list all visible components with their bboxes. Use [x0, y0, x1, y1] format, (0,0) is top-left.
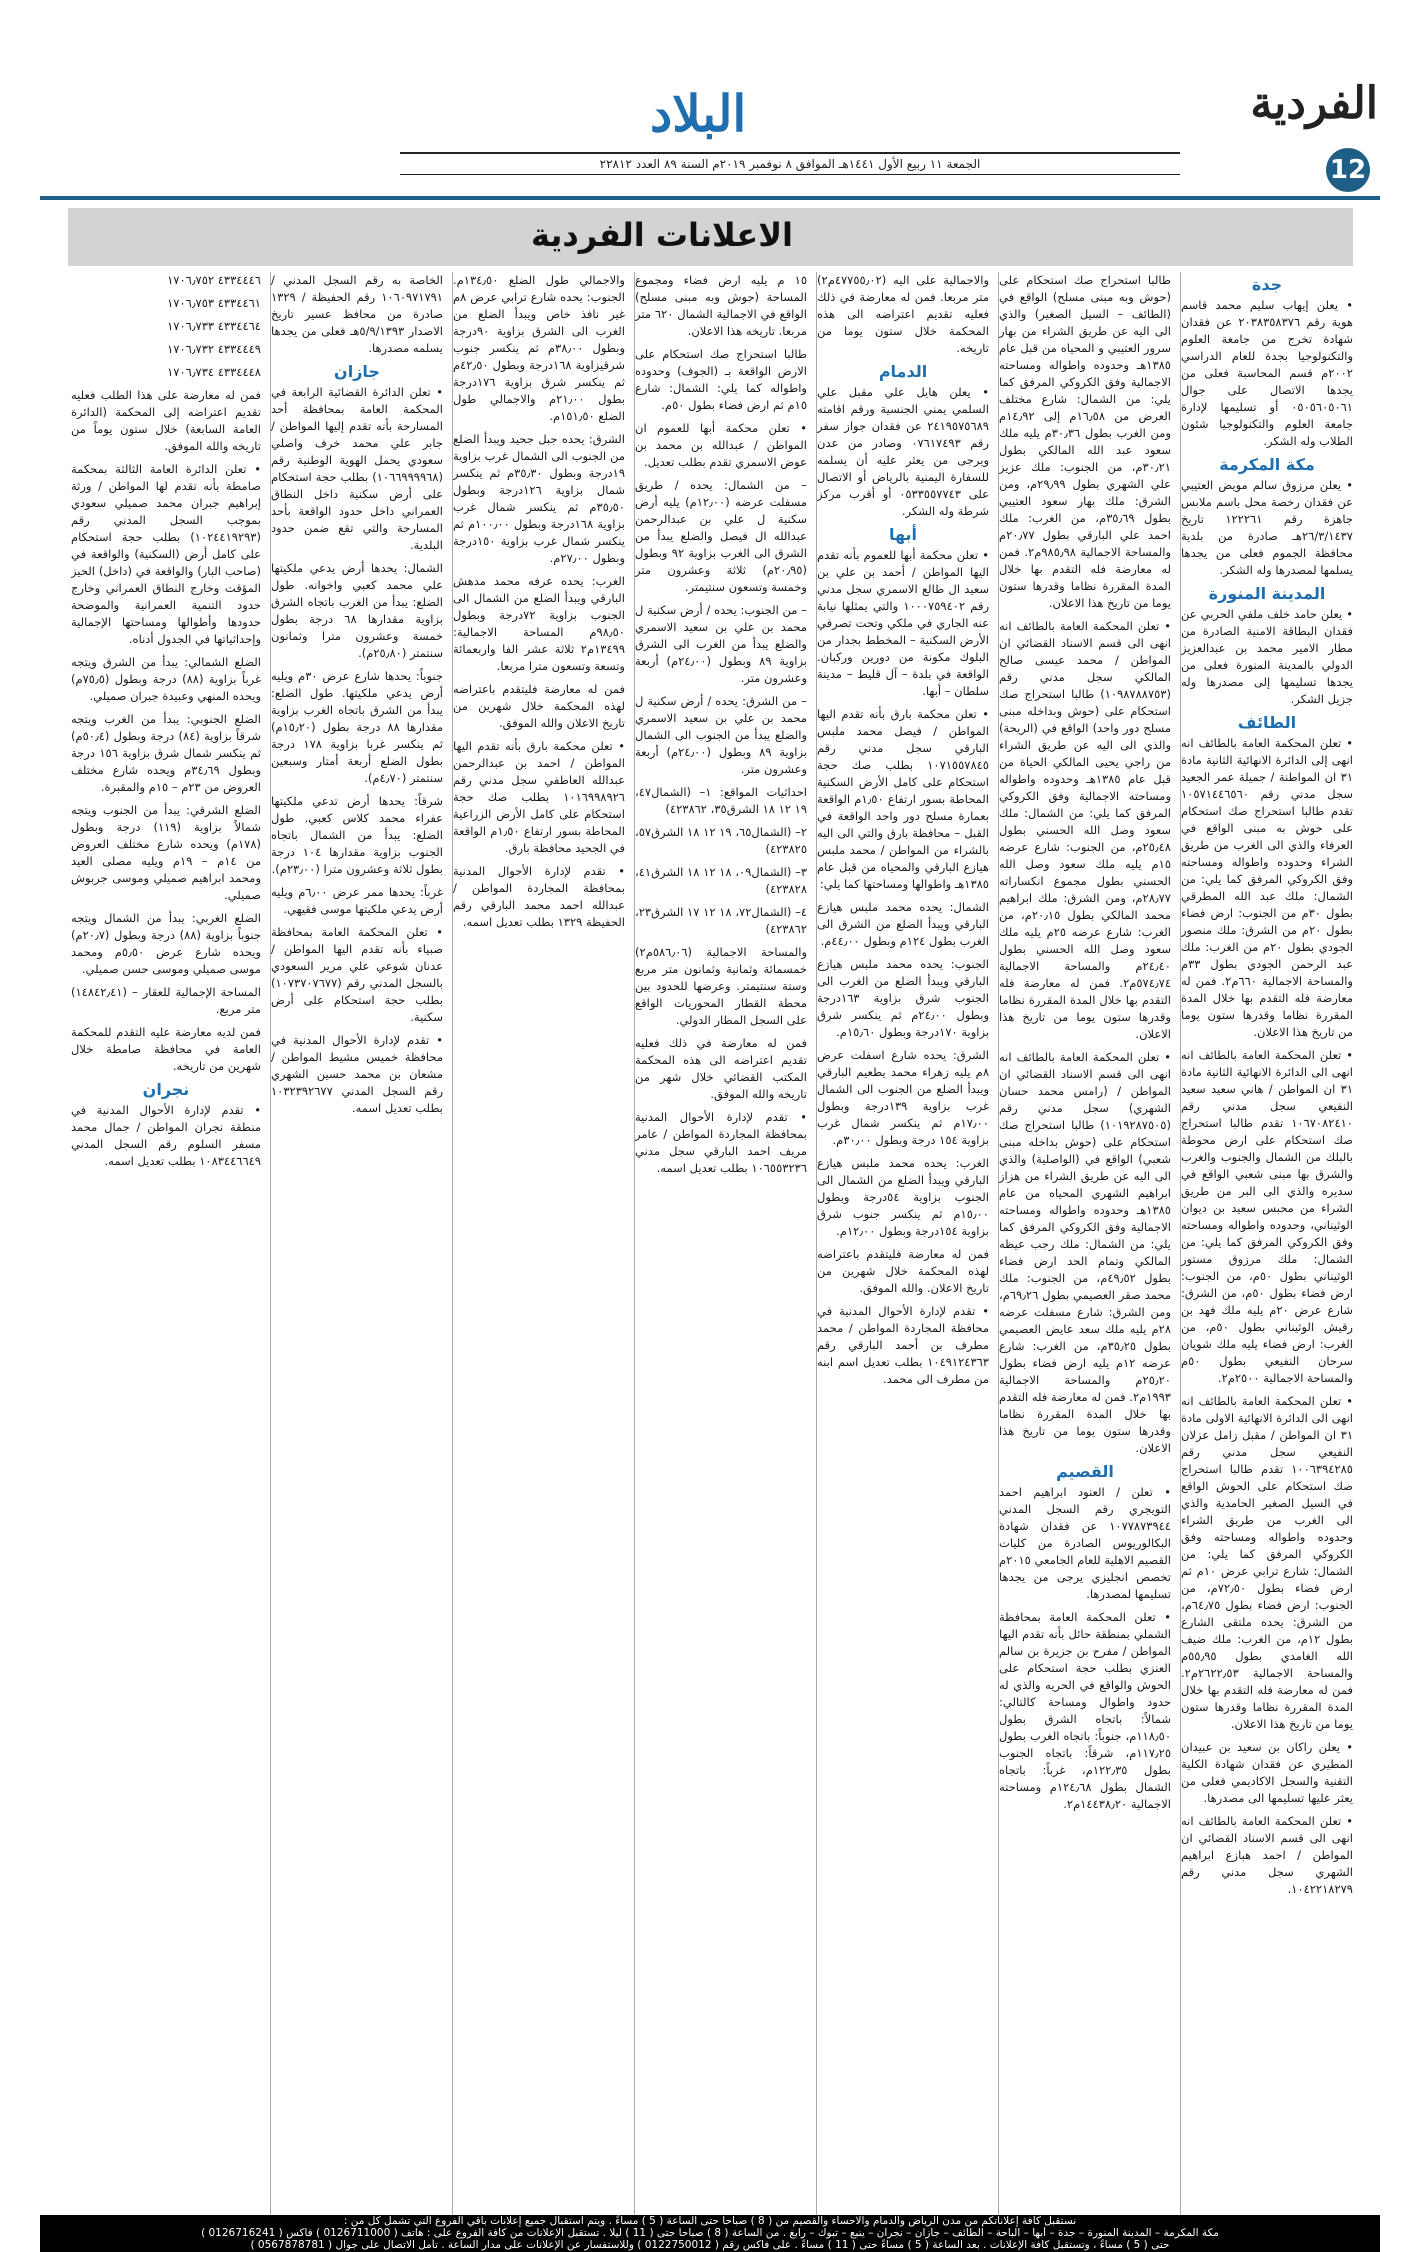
ad-text: طالبا استحراج صك استحكام على (حوش وبه مبنى مسلح) الواقع في (الطائف – السيل الصغير) والذي الى اليه عن طريق الشراء من بهار سرور العتيبي و المحياه من قبل عام ١٣٨٥هـ وحدوده واطواله ومساحته الاجمالية وفق الكروكي المرفق كما يلي: من الشمال: شارع مختلف العرض من ١٦٫٥٨م إلى ١٤٫٩٢م ومن الغرب بطول ٣٠٫٣٦م يليه ملك سعود عبد الله المالكي بطول ٣٠٫٢١م، من الجنوب: ملك عزيز علي الشهري بطول ٢٩٫٩٩م، ومن الشرق: ملك بهار سعود العتيبي بطول ٣٥٫٦٩م، من الغرب: ملك احمد علي البارقي بطول ٢٠٫٧٧م والمساحة الاجمالية ٩٨٥٫٩٨م٢. فمن له معارضة فله التقدم بها خلال المدة المقررة نظاما وقدرها ستون يوما من تاريخ هذا الاعلان. — [999, 273, 1171, 610]
ad-text: والمساحة الاجمالية (٥٨٦٫٠٦م٢) خمسمائة وثمانية وثمانون متر مربع وستة سنتيمتر. وعرضها للحدود بين محطة القطار المحوريات الواقع على السجل المطار الدولي. — [635, 945, 807, 1027]
ad-text: • تعلن محكمة أبها للعموم بأنه تقدم اليها المواطن / أحمد بن علي بن سعيد ال طالع الاسمري سجل مدني رقم ١٠٠٠٧٥٩٤٠٢ والتي يمثلها نيابة عنه الجاري في ملكي وتحت تصرفي الأرض السكنية – المخطط بجدار من البلوك مكونة من دورين وركبان. الواقعة في بلدة – آل قليط – مدينة سلطان – أبها. — [817, 548, 989, 698]
ad-text: • تعلن الدائرة العامة الثالثة بمحكمة صامطة بأنه تقدم لها المواطن / ورثة إبراهيم جبران محمد صميلي سعودي بموجب السجل المدني رقم (١٠٢٤٤١٩٢٩٣) بطلب حجة استحكام على كامل أرض (السكنية) والواقعة في (صاحب البار) والواقعة في (داخل) الحيز المؤقت وخارج النطاق العمراني وخارج حدود التنمية العمرانية والموضحة حدودها وأطوالها ومساحتها الإجمالية وإحداثياتها في الجدول أدناه. — [71, 462, 261, 646]
ad-text: فمن لديه معارضة عليه التقدم للمحكمة العامة في محافظة صامطة خلال شهرين من تاريخه. — [71, 1025, 261, 1073]
ad-text: – من الشرق: يحده / أرض سكنية ل محمد بن علي بن سعيد الاسمري والضلع يبدأ من الجنوب الى الشمال بزاوية ٨٩ وبطول (٢٤٫٠٠م) أربعة وعشرون متر. — [635, 694, 807, 776]
ad-text: المساحة الإجمالية للعقار – (١٤٨٤٢٫٤١) متر مربع. — [71, 985, 261, 1016]
ad-text: الضلع الجنوبي: يبدأ من الغرب ويتجه شرقاً بزاوية (٨٤) درجة وبطول (٥٠٫٤م) ثم ينكسر شمال شرق بزاوية ١٥٦ درجة وبطول ٣٤٫٦٩م ويحده شارع مختلف العروض من ٢٣م – ١٥م والمقبرة. — [71, 712, 261, 794]
ad-text: الجنوب: يحده محمد ملبس هيازع البارقي ويبدأ الضلع من الغرب الى الجنوب شرق بزاوية ١٦٣درجة وبطول ٢٤٫٠٠م ثم ينكسر شرق بزاوية ١٧٠درجة وبطول ١٥٫٦٠م. — [817, 957, 989, 1039]
region-heading: جدة — [1251, 275, 1283, 294]
footer-line: نستقبل كافة إعلاناتكم من مدن الرياض والدمام والاحساء والقصيم من ( 8 ) صباحا حتى الساعة ( 5 ) مساءً . ويتم استقبال جميع إعلانات باقي الفروع التي تشمل كل من : — [343, 2215, 1077, 2227]
footer-line: حتى ( 5 ) مساءً ، وتستقبل كافة الإعلانات . بعد الساعة ( 5 ) مساءً حتى ( 11 ) مساءً . على فاكس رقم ( 0122750012 ) وللاستفسار عن الإعلانات على مدار الساعة . تأمل الاتصال على جوال ( 0567878781 ) — [250, 2239, 1170, 2251]
section-banner — [68, 208, 1353, 266]
ad-text: • تعلن محكمة بارق بأنه تقدم اليها المواطن / احمد بن عبدالرحمن عبدالله العاطفي سجل مدني رقم ١٠١٦٩٩٨٩٢٦ بطلب صك حجة استحكام على كامل الأرض الزراعية المحاطة بسور ارتفاع ١٫٥٠م الواقعة في الجحيد محافظة بارق. — [453, 739, 625, 855]
ad-column — [452, 272, 625, 2220]
ad-text: • يعلن مرزوق سالم مويض العتيبي عن فقدان رخصة محل باسم ملابس جاهزة رقم ١٢٢٢٦١ تاريخ ٢٦/٣/١٤٣٧هـ صادرة من بلدية محافظة الجموم فعلى من يجدها يسلمها لمصدرها وله الشكر. — [1181, 478, 1353, 577]
ad-text: • تعلن المحكمة العامة بالطائف انه انهى الى قسم الاسناد القضائي ان المواطن / احمد هبازع ابراهيم الشهري سجل مدني رقم ١٠٤٢٢١٨٢٧٩. — [1181, 1814, 1353, 1896]
newspaper-logo: البلاد — [650, 84, 747, 143]
region-heading: أبها — [888, 525, 918, 544]
region-heading: الدمام — [878, 362, 928, 381]
ad-text: الخاصة به رقم السجل المدني / ١٠٦٠٩٧١٧٩١ رقم الحفيظة / ١٣٢٩ صادرة من محافظ عسير تاريخ الاصدار ٥/٩/١٣٩٣هـ فعلى من يجدها يسلمه مصدرها. — [271, 273, 443, 355]
ad-text: طالبا استحراج صك استحكام على الارض الواقعة بـ (الجوف) وحدوده واطواله كما يلي: الشمال: شارع ١٥م ثم ارض فضاء بطول ٥٠م. — [635, 347, 807, 412]
banner-title: الاعلانات الفردية — [530, 216, 793, 254]
ad-text: الشمال: يحده محمد ملبس هيازع البارقي ويبدأ الضلع من الشرق الى الغرب بطول ١٢٤م وبطول ٤٤٫٠٠م. — [817, 900, 989, 948]
ad-text: فمن له معارضة في ذلك فعليه تقديم اعتراضه الى هذه المحكمة المكتب القضائي خلال شهر من تاريخه والله الموفق. — [635, 1036, 807, 1101]
ad-text: الضلع الشمالي: يبدأ من الشرق ويتجه غرباً بزاوية (٨٨) درجة وبطول (٧٥٫٥م) ويحده المنهي وعبيدة جبران صميلي. — [71, 655, 261, 703]
ad-text: • تعلن محكمة أبها للعموم ان المواطن / عبدالله بن محمد بن عوض الاسمري تقدم بطلب تعديل. — [635, 421, 807, 469]
ad-text: شرقاً: يحدها أرض تدعي ملكيتها عفراء محمد كلاس كعبي. طول الضلع: يبدأ من الشمال باتجاه الجنوب بزاوية مقدارها ١٠٤ درجة بطول ثلاثة وعشرون مترا (٢٣٫٠٠م). — [271, 794, 443, 876]
ad-text: ٤٣٣٤٤٦١ ١٧٠٦٫٧٥٣ — [167, 296, 261, 310]
ad-column — [270, 272, 443, 2220]
ad-text: ٢– (الشمال٦٥، ١٩ ١٢ ١٨ الشرق٥٧، ٤٢٣٨٢٥) — [635, 825, 807, 856]
ad-text: • تعلن المحكمة العامة بالطائف انه انهى الى قسم الاسناد القضائي ان المواطن / محمد عيسى صالح المالكي سجل مدني رقم (١٠٩٨٧٨٨٧٥٣) طالبا استحراج صك استحكام على (حوش وبداخله مبنى مسلح دور واحد) الواقع في (الريحة) والذي الى اليه عن طريق الشراء من راجي يحيى المالكي الحياة من قبل عام ١٣٨٥هـ وحدوده واطواله ومساحته الاجمالية وفق الكروكي المرفق كما يلي: من الشمال: ملك سعود وصل الله الحسني بطول ٢٥٫٤٨م، من الجنوب: شارع عرضه ١٥م يليه ملك سعود وصل الله الحسني بطول مجموع انكساراته ٢٨٫٧٧م، ومن الشرق: ملك ابراهيم محمد المالكي بطول ٢٠٫١٥م، من الغرب: شارع عرضه ٢٥م يليه ملك سعود وصل الله الحسني بطول ٢٤٫٤٠م والمساحة الاجمالية ٥٧٤٫٧٤م٢. فمن له معارضة فله التقدم بها خلال المدة المقررة نظاما وقدرها ستون يوما من تاريخ هذا الاعلان. — [999, 619, 1171, 1041]
region-heading: نجران — [142, 1080, 190, 1099]
section-title: الفردية — [1250, 78, 1378, 129]
ad-text: ٣– (الشمال٠٩، ١٨ ١٢ ١٨ الشرق٤١، ٤٢٣٨٢٨) — [635, 865, 807, 896]
ad-text: • تعلن المحكمة العامة بالطائف انه انهى إلى الدائرة الانهائية الثانية مادة ٣١ ان المواطنة / جميلة عمر الجعيد سجل مدني رقم ١٠٥٧١٤٤٦٥٦٠ تقدم طالبا استحراج صك استحكام على حوش به مبنى الواقع في العرفاء والذي الى الغرب من طريق الشراء وحدوده واطواله ومساحته وفق الكروكي المرفق كما يلي: من الشمال: ملك عبد الله المطرقي بطول ٣٠م من الجنوب: ارض فضاء بطول ٢٠م من الشرق: ملك منصور الجودي بطول ٢٠م من الغرب: ملك عبد الرحمن الجودي بطول ٣٣م والمساحة الاجمالية ٦٦٠م٢. فمن له معارضة فله التقدم بها خلال المدة المقررة نظاما وقدرها ستون يوما من تاريخ هذا الاعلان. — [1181, 736, 1353, 1039]
ad-text: والاجمالي طول الضلع ١٣٤٫٥٠م. الجنوب: يحده شارع ترابي عرض ٨م غير نافذ خاص ويبدأ الضلع من الغرب الى الشرق بزاوية ٩٠درجة وبطول ٣٨٫٠٠م ثم ينكسر جنوب شرقيزاوية ١٦٨درجة وبطول ٤٢٫٥٠م ثم ينكسر شرق بزاوية ١٧٦درجة بطول ٢١٫٠٠م والاجمالي طول الضلع ١٥١٫٥٠م. — [453, 273, 625, 423]
ad-text: • تعلن المحكمة العامة بالطائف انه انهى الى الدائرة الانهائية الثانية مادة ٣١ ان المواطن / هاني سعيد سعيد النفيعي سجل مدني رقم ١٠٦٧٠٨٢٤١٠ تقدم طالبا استحراج صك استحكام على ارض محوطة بالبلك من الشمال والجنوب والغرب والشرق بها مبنى شعبي الواقع في سديره والذي الى البر من طريق الشراء من محبس سعيد بن ديوان الوثيناني، وحدوده واطواله ومساحته وفق الكروكي المرفق كما يلي: من الشمال: ملك مرزوق مستور الوثيناني بطول ٥٠م، من الجنوب: ارض فضاء بطول ٥٠م، من الشرق: شارع عرض ٢٠م يليه ملك فهد بن رقيش الوثيناني بطول ٥٠م، من الغرب: ارض فضاء يليه ملك شويان سرحان النفيعي بطول ٥٠م والمساحة الاجمالية ٢٥٠٠م٢. — [1181, 1048, 1353, 1385]
region-heading: المدينة المنورة — [1208, 584, 1326, 603]
ad-text: • تقدم لإدارة الأحوال المدنية في منطقة نجران المواطن / جمال محمد مسفر السلوم رقم السجل المدني ١٠٨٣٤٤٦٦٤٩ بطلب تعديل اسمه. — [71, 1103, 261, 1168]
ad-text: ٤٣٣٤٤٤٨ ١٧٠٦٫٧٣٤ — [167, 365, 261, 379]
ad-text: • تعلن الدائرة القضائية الرابعة في المحكمة العامة بمحافظة أحد المسارحة بأنه تقدم إليها المواطن / جابر علي محمد خرف واصلي سعودي يحمل الهوية الوطنية رقم (١٠٦٦٩٩٩٩٦٨) بطلب حجة استحكام على أرض سكنية داخل النطاق العمراني داخل حدود الواقعة بأحد المسارحة والتي تقع ضمن حدود البلدية. — [271, 385, 443, 552]
ad-text: الضلع الشرقي: يبدأ من الجنوب ويتجه شمالاً بزاوية (١١٩) درجة وبطول (١٧٨م) ويحده شارع مختلف العروض من ١٤م – ١٩م ويليه مصلى العيد ومحمد ابراهيم صميلي وموسى جربوش صميلي. — [71, 803, 261, 902]
footer-line: مكة المكرمة – المدينة المنورة – جدة – أبها – الباحة – الطائف – جازان – نجران – ينبع – تبوك – رابغ . من الساعة ( 8 ) صباحا حتى ( 11 ) ليلا . تستقبل الإعلانات من كافة الفروع على : هاتف ( 0126711000 ) فاكس ( 0126716241 ) — [201, 2227, 1219, 2239]
header-rule — [40, 196, 1380, 200]
ad-column — [1180, 272, 1353, 2220]
ads-content — [68, 272, 1353, 2220]
ad-text: فمن له معارضة فليتقدم باعتراضه لهذه المحكمة خلال شهرين من تاريخ الاعلان. والله الموفق. — [817, 1247, 989, 1295]
date-line: الجمعة ١١ ربيع الأول ١٤٤١هـ الموافق ٨ نوفمبر ٢٠١٩م السنة ٨٩ العدد ٢٢٨١٢ — [400, 152, 1180, 175]
region-heading: جازان — [334, 362, 380, 381]
ad-text: • تقدم لإدارة الأحوال المدنية في محافظة خميس مشيط المواطن / مشعان بن محمد حسين الشهري رقم السجل المدني ١٠٣٢٣٩٢٦٧٧ بطلب تعديل اسمه. — [271, 1033, 443, 1115]
ad-text: الشرق: يحده جبل جحيد ويبدأ الضلع من الجنوب الى الشمال غرب بزاوية ١٩درجة وبطول ٣٥٫٣٠م ثم ينكسر شمال بزاوية ١٢٦درجة وبطول ٣٥٫٥٠م ثم ينكسر شمال غرب بزاوية ١٦٨درجة وبطول ١٠٠٫٠٠م ثم ينكسر شمال غرب بزاوية ١٥٠درجة وبطول ٢٧٫٠٠م. — [453, 432, 625, 565]
ad-text: فمن له معارضة على هذا الطلب فعليه تقديم اعتراضه إلى المحكمة (الدائرة العامة السابعة) خلال ستون يوماً من تاريخه والله الموفق. — [71, 388, 261, 453]
ad-text: • يعلن إيهاب سليم محمد قاسم هوية رقم ٢٠٣٨٣٥٨٣٧٦ عن فقدان شهادة تخرج من جامعة العلوم والتكنولوجيا بجدة للعام الدراسي ٢٠٠٢م قسم المحاسبة فعلى من يجدها الاتصال على جوال ٠٥٠٥٦٠٥٠٦١ أو تسليمها لإدارة جامعة العلوم والتكنولوجيا شئون الطلاب وله الشكر. — [1181, 298, 1353, 448]
ad-text: احداثيات المواقع: ١– (الشمال٤٧، ١٩ ١٢ ١٨ الشرق٣٥، ٤٢٣٨٦٢) — [635, 785, 807, 816]
ad-text: • تقدم لإدارة الأحوال المدنية بمحافظة المجاردة المواطن / عامر مريف احمد البارقي سجل مدني ١٠٦٥٥٣٢٣٦ بطلب تعديل اسمه. — [635, 1110, 807, 1175]
ad-text: الضلع الغربي: يبدأ من الشمال ويتجه جنوباً بزاوية (٨٨) درجة وبطول (٢٠٫٧م) ويحده شارع عرض ٥٫٥٠م ومحمد موسى صميلي وموسى حسن صميلي. — [71, 911, 261, 976]
ad-text: غرباً: يحدها ممر عرض ٦٫٠٠م ويليه أرض يدعي ملكيتها موسى فقيهي. — [271, 885, 443, 916]
ad-text: • تقدم لإدارة الأحوال المدنية بمحافظة المجاردة المواطن / عبدالله احمد محمد البارقي رقم الحفيظة ١٣٢٩ بطلب تعديل اسمه. — [453, 864, 625, 929]
ad-column — [634, 272, 807, 2220]
ad-text: • تعلن المحكمة العامة بمحافظة صبياء بأنه تقدم اليها المواطن / عدنان شوعي علي مرير السعودي بالسجل المدني رقم (١٠٧٣٧٠٧٦٧٧) بطلب حجة استحكام على أرض سكنية. — [271, 925, 443, 1024]
ad-text: جنوباً: يحدها شارع عرض ٣٠م ويليه أرض يدعي ملكيتها. طول الضلع: يبدأ من الشرق باتجاه الغرب بزاوية مقدارها ٨٨ درجة بطول (١٥٫٢٠م) ثم ينكسر غربا بزاوية ١٧٨ درجة بطول الضلع أربعة أمتار وسبعين سنتمتر (٤٫٧٠م). — [271, 669, 443, 785]
ad-column — [816, 272, 989, 2220]
ad-text: ١٥ م يليه ارض فضاء ومجموع المساحة (حوش وبه مبنى مسلح) الواقع في الاجمالية الشمال ٦٢٠ متر مربعا. تاريخه هذا الاعلان. — [635, 273, 807, 338]
ad-text: الشمال: يحدها أرض يدعي ملكيتها علي محمد كعبي واخوانه. طول الضلع: يبدأ من الغرب باتجاه الشرق بزاوية مقدارها ٦٨ درجة بطول خمسة وعشرون مترا وثمانون سنتمتر (٢٥٫٨٠م). — [271, 561, 443, 660]
ad-text: • يعلن هايل علي مقبل علي السلمي يمني الجنسية ورقم اقامته ٢٤١٩٥٧٥٦٨٩ عن فقدان جواز سفر رقم ٠٧٦١٧٤٩٣ وصادر من عدن ويرجى من يعثر عليه أن يسلمه للسفارة اليمنية بالرياض أو الاتصال على ٠٥٣٣٥٥٧٧٤٣ أو أقرب مركز شرطة وله الشكر. — [817, 385, 989, 518]
ad-column — [998, 272, 1171, 2220]
ad-text: الشرق: يحده شارع اسفلت عرض ٨م يليه زهراء محمد يطعيم البارقي ويبدأ الضلع من الجنوب الى الشمال غرب بزاوية ١٣٩درجة وبطول ١٧٫٠٠م ثم ينكسر شمال غرب بزاوية ١٥٤ درجة وبطول ٣٠٫٠٠م. — [817, 1048, 989, 1147]
ad-text: • تعلن / العنود ابراهيم احمد التويجري رقم السجل المدني ١٠٧٧٨٧٣٩٤٤ عن فقدان شهادة البكالوريوس الصادرة من كليات القصيم الاهلية للعام الجامعي ٢٠١٥م تخصص انجليزي يرجى من يجدها تسليمها لمصدرها. — [999, 1485, 1171, 1601]
ad-text: • تعلن المحكمة العامة بالطائف انه انهى الى قسم الاسناد القضائي ان المواطن / (رامس محمد حسان الشهري) سجل مدني رقم (١٠١٩٢٨٧٥٠٥) طالبا استحراج صك استحكام على (حوش بداخله مبنى شعبي) الواقع في (الواصلية) والذي الى اليه عن طريق الشراء من هزاز ابراهيم الشهري المحياه من عام ١٣٨٥هـ وحدوده واطواله ومساحته الاجمالية وفق الكروكي المرفق كما يلي: من الشمال: ملك رجب عيظه المالكي وتمام الحد ارض فضاء بطول ٤٩٫٥٢م، من الجنوب: ملك محمد صقر العصيمي بطول ٦٩٫٢٦م، ومن الشرق: شارع مسفلت عرضه ٢٨م يليه ملك سعد عايض العصيمي بطول ٣٥٫٢٥م، من الغرب: شارع عرضه ١٢م يليه ارض فضاء بطول ٢٥٫٢٠م والمساحة الاجمالية ١٩٩٣م٢. فمن له معارضة فله التقدم بها خلال المدة المقررة نظاما وقدرها ستون يوما من تاريخ هذا الاعلان. — [999, 1050, 1171, 1455]
ad-text: – من الجنوب: يحده / أرض سكنية ل محمد بن علي بن سعيد الاسمري والضلع يبدأ من الغرب الى الشرق بزاوية ٨٩ وبطول (٢٤٫٠٠م) أربعة وعشرون متر. — [635, 603, 807, 685]
page-number-badge: 12 — [1326, 148, 1370, 192]
ad-text: ٤٣٣٤٤٤٩ ١٧٠٦٫٧٣٢ — [167, 342, 261, 356]
footer-notice — [40, 2215, 1380, 2252]
ad-text: ٤٣٣٤٤٤٦ ١٧٠٦٫٧٥٢ — [167, 273, 261, 287]
region-heading: الطائف — [1237, 713, 1297, 732]
region-heading: مكة المكرمة — [1219, 455, 1315, 474]
ad-text: • تعلن المحكمة العامة بمحافظة الشملي بمنطقة حائل بأنه تقدم اليها المواطن / مفرح بن جزيرة بن سالم العنزي بطلب حجة استحكام على الحوش والواقع في الحريه والذي له حدود واطوال ومساحة كالتالي: شمالاً: باتجاه الشرق بطول ١١٨٫٥٠م، جنوباً: باتجاه الغرب بطول ١١٧٫٢٥م، شرقاً: باتجاه الجنوب بطول ١٢٢٫٣٥م، غرباً: باتجاه الشمال بطول ١٢٤٫٦٨م ومساحته الاجمالية ١٤٤٣٨٫٢٠م٢. — [999, 1610, 1171, 1811]
ad-text: ٤– (الشمال٧٢، ١٨ ١٢ ١٧ الشرق٢٣، ٤٢٣٨٦٢) — [635, 905, 807, 936]
masthead — [0, 0, 1420, 185]
ad-text: والاجمالية على اليه (٤٧٧٥٥٫٠٢م٢) متر مربعا. فمن له معارضة في ذلك فعليه تقديم اعتراضه الى هذه المحكمة خلال ستون يوما من تاريخه. — [817, 273, 989, 355]
ad-text: • تعلن محكمة بارق بأنه تقدم اليها المواطن / فيصل محمد ملبس البارقي سجل مدني رقم ١٠٧١٥٥٧٨٤٥ بطلب صك حجة استحكام على كامل الأرض السكنية المحاطة بسور ارتفاع ١٫٥٠م الواقعة بعمارة مسلح دور واحد الواقعة في القبل – محافظة بارق والتي الى اليه بالشراء من المواطن / محمد ملبس هيازع البارقي والمحياه من قبل عام ١٣٨٥هـ واطوالها ومساحتها كما يلي: — [817, 707, 989, 891]
ad-text: – من الشمال: يحده / طريق مسفلت عرضه (١٢٫٠٠م) يليه أرض سكنية ل علي بن عبدالرحمن عبدالله ال فيصل والضلع يبدأ من الشرق الى الغرب بزاوية ٩٢ وبطول (٢٠٫٩٥م) ثلاثة وعشرون متر وخمسة وتسعون سنتيمتر. — [635, 478, 807, 594]
ad-text: • تقدم لإدارة الأحوال المدنية في محافظة المجاردة المواطن / محمد مطرف بن أحمد البارقي رقم ١٠٤٩١٢٤٣٦٣ بطلب تعديل اسم ابنه من مطرف الى محمد. — [817, 1304, 989, 1386]
ad-text: الغرب: يحده محمد ملبس هيازع البارقي ويبدأ الضلع من الشمال الى الجنوب بزاوية ٥٤درجة وبطول ١٥٫٠٠م ثم ينكسر جنوب شرق بزاوية ١٥٤درجة وبطول ١٢٫٠٠م. — [817, 1156, 989, 1238]
region-heading: القصيم — [1056, 1462, 1114, 1481]
ad-text: الغرب: يحده عرفه محمد مدهش البارقي ويبدأ الضلع من الشمال الى الجنوب بزاوية ٧٢درجة وبطول ٩٨٫٥٠م المساحة الاجمالية: ١٣٤٩٩م٢ ثلاثة عشر الفا واربعمائة وتسعة وتسعون مترا مربعا. — [453, 574, 625, 673]
ad-text: • يعلن حامد خلف ملفي الحربي عن فقدان البطاقة الامنية الصادرة من مطار الامير محمد بن عبدالعزيز الدولي بالمدينة المنورة فعلى من يجدها تسليمها إلى مصدرها وله جزيل الشكر. — [1181, 607, 1353, 706]
ad-column — [71, 272, 261, 2220]
ad-text: ٤٣٣٤٤٦٤ ١٧٠٦٫٧٣٣ — [167, 319, 261, 333]
ad-text: • تعلن المحكمة العامة بالطائف انه انهى الى الدائرة الانهائية الاولى مادة ٣١ ان المواطن / مقبل زامل عزلان النفيعي سجل مدني رقم ١٠٠٦٣٩٤٢٨٥ تقدم طالبا استحراج صك استحكام على الحوش الواقع في السيل الصغير الحامدية والذي الى الغرب من طريق الشراء وحدوده واطواله ومساحته وفق الكروكي المرفق كما يلي: من الشمال: شارع ترابي عرض ١٠م ثم ارض فضاء بطول ٧٢٫٥٠م، من الجنوب: ارض فضاء بطول ٦٤٫٧٥م، من الشرق: يحده ملتقى الشارع بطول ١٢م، من الغرب: ملك ضيف الله الغامدي بطول ٥٥٫٩٥م والمساحة الاجمالية ٢٦٢٢٫٥٣م٢. فمن له معارضة فله التقدم بها خلال المدة المقررة نظاما وقدرها ستون يوما من تاريخ هذا الاعلان. — [1181, 1394, 1353, 1731]
ad-text: فمن له معارضة فليتقدم باعتراضه لهذه المحكمة خلال شهرين من تاريخ الاعلان والله الموفق. — [453, 682, 625, 730]
ad-text: • يعلن راكان بن سعيد بن عبيدان المطيري عن فقدان شهادة الكلية التقنية والسجل الاكاديمي فعلى من يعثر عليها تسليمها الى مصدرها. — [1181, 1740, 1353, 1805]
